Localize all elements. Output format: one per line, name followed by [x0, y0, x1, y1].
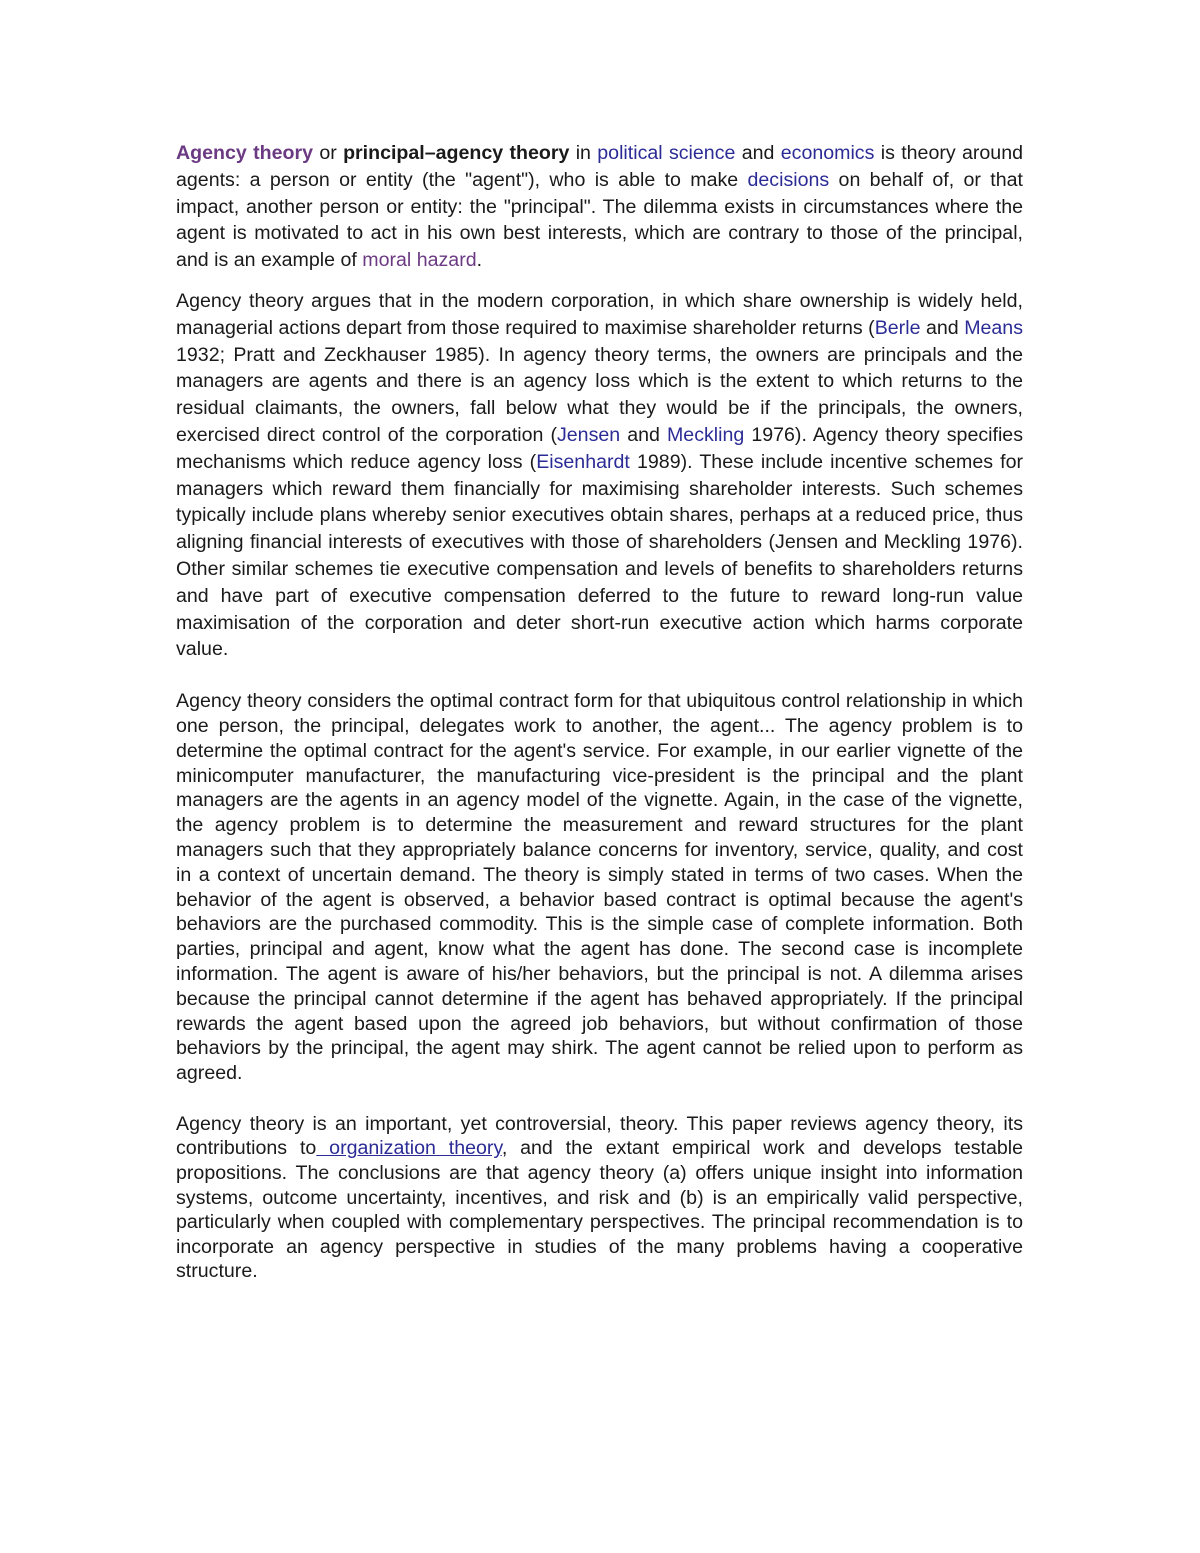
text-run: or: [313, 142, 344, 164]
link-means[interactable]: Means: [964, 316, 1023, 339]
paragraph-4: [176, 1112, 1023, 1284]
link-organization-theory[interactable]: organization theory: [316, 1137, 502, 1160]
link-decisions[interactable]: decisions: [747, 168, 830, 191]
paragraph-1: [176, 140, 1023, 274]
term-principal-agency-theory: principal–agency theory: [343, 142, 570, 164]
text-run: Agency theory argues that in the modern corporation, in which share ownership is widely held, managerial actions depart from those required to maximise shareholder returns (: [176, 289, 1023, 339]
text-run: , and the extant empirical work and develops testable propositions. The conclusions are that agency theory (a) offers unique insight into information systems, outcome uncertainty, incentives, and risk and (b) is an empirically valid perspective, particularly when coupled with complementary perspectives. The principal recommendation is to incorporate an agency perspective in studies of the many problems having a cooperative structure.: [176, 1137, 1023, 1283]
paragraph-3: [176, 689, 1023, 1086]
link-jensen[interactable]: Jensen: [556, 423, 621, 446]
text-run: Agency theory is an important, yet controversial, theory. This paper reviews agency theory, its contributions to: [176, 1112, 1023, 1160]
link-eisenhardt[interactable]: Eisenhardt: [536, 450, 630, 473]
term-agency-theory[interactable]: Agency theory: [176, 142, 313, 164]
link-berle[interactable]: Berle: [874, 316, 921, 339]
link-moral-hazard[interactable]: moral hazard: [362, 249, 477, 272]
text-run: 1976). Agency theory specifies mechanisms which reduce agency loss (: [176, 423, 1023, 473]
text-run: in: [569, 142, 598, 164]
text-run: 1989). These include incentive schemes for managers which reward them financially for maximising shareholder interests. Such schemes typically include plans whereby senior executives obtain shares, perhaps at a reduced price, thus aligning financial interests of executives with those of shareholders (Jensen and Meckling 1976). Other similar schemes tie executive compensation and levels of benefits to shareholders returns and have part of executive compensation deferred to the future to reward long-run value maximisation of the corporation and deter short-run executive action which harms corporate value.: [176, 450, 1024, 661]
text-run: and: [735, 142, 781, 164]
link-meckling[interactable]: Meckling: [666, 423, 745, 446]
link-economics[interactable]: economics: [780, 142, 875, 164]
link-political-science[interactable]: political science: [597, 142, 736, 164]
text-run: .: [476, 249, 483, 272]
text-run: 1932; Pratt and Zeckhauser 1985). In agency theory terms, the owners are principals and the managers are agents and there is an agency loss which is the extent to which returns to the residual claimants, the owners, fall below what they would be if the principals, the owners, exercised direct control of the corporation (: [176, 343, 1023, 446]
text-run: is theory around agents: a person or entity (the "agent"), who is able to make: [176, 142, 1024, 191]
paragraph-2: [176, 288, 1023, 663]
text-run: and: [620, 423, 667, 446]
text-run: Agency theory considers the optimal contract form for that ubiquitous control relationship in which one person, the principal, delegates work to another, the agent... The agency problem is to determine the optimal contract for the agent's service. For example, in our earlier vignette of the minicomputer manufacturer, the manufacturing vice-president is the principal and the plant managers are the agents in an agency model of the vignette. Again, in the case of the vignette, the agency problem is to determine the measurement and reward structures for the plant managers such that they appropriately balance concerns for inventory, service, quality, and cost in a context of uncertain demand. The theory is simply stated in terms of two cases. When the behavior of the agent is observed, a behavior based contract is optimal because the agent's behaviors are the purchased commodity. This is the simple case of complete information. Both parties, principal and agent, know what the agent has done. The second case is incomplete information. The agent is aware of his/her behaviors, but the principal is not. A dilemma arises because the principal cannot determine if the agent has behaved appropriately. If the principal rewards the agent based upon the agreed job behaviors, but without confirmation of those behaviors by the principal, the agent may shirk. The agent cannot be relied upon to perform as agreed.: [176, 690, 1023, 1085]
text-run: and: [920, 316, 965, 339]
document-body: [176, 140, 1023, 1284]
text-run: on behalf of, or that impact, another person or entity: the "principal". The dilemma exists in circumstances where the agent is motivated to act in his own best interests, which are contrary to those of the principal, and is an example of: [176, 168, 1023, 272]
